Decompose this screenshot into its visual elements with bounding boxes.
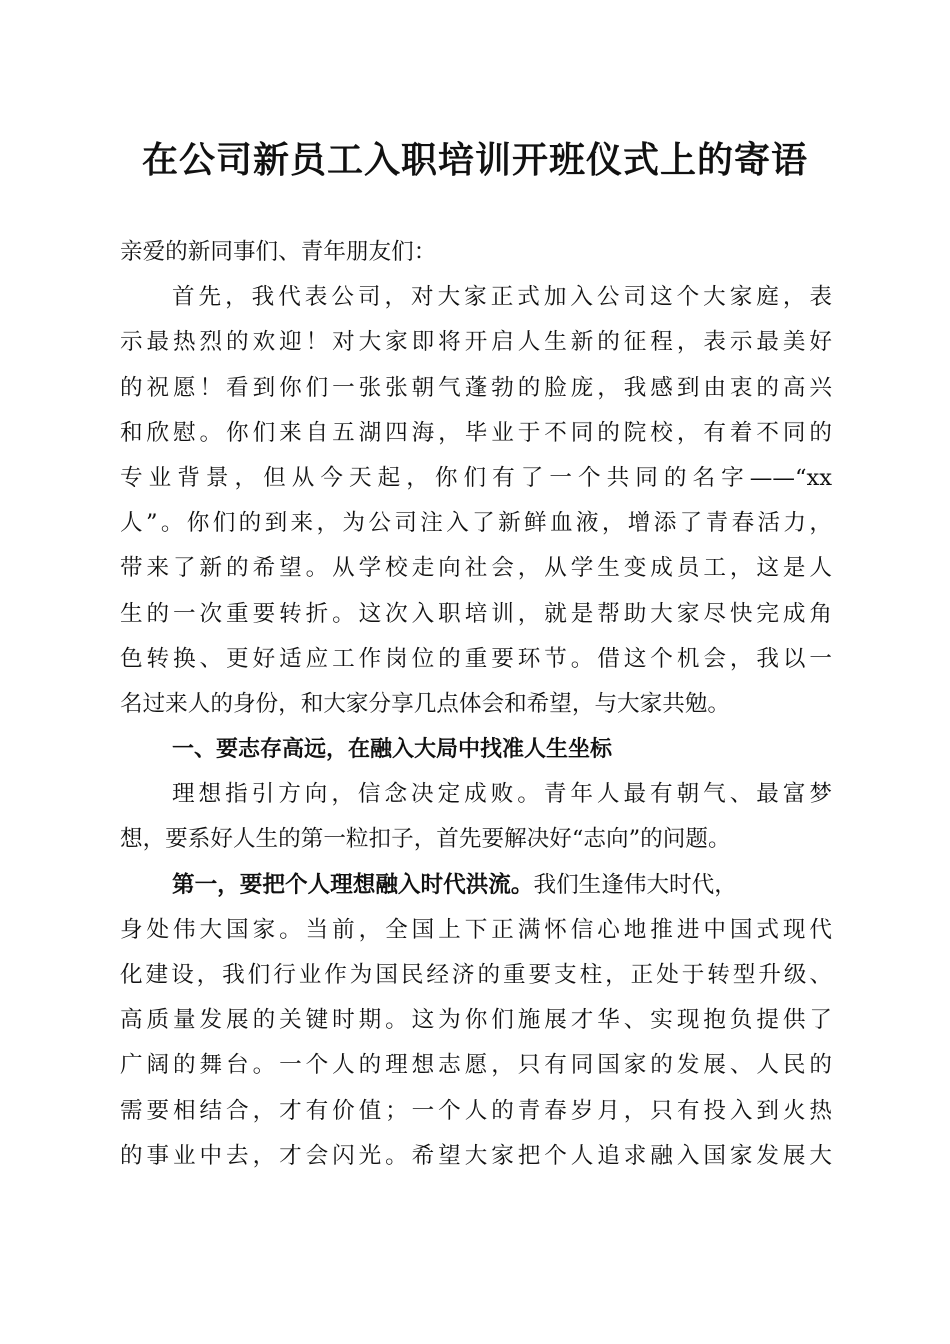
paragraph-3-line: 高质量发展的关键时期。这为你们施展才华、实现抱负提供了 <box>120 1007 832 1034</box>
paragraph-1-line: 人”。你们的到来，为公司注入了新鲜血液，增添了青春活力， <box>120 510 832 537</box>
paragraph-1-line: 名过来人的身份，和大家分享几点体会和希望，与大家共勉。 <box>120 690 731 717</box>
document-body <box>120 230 832 1179</box>
paragraph-3-line: 广阔的舞台。一个人的理想志愿，只有同国家的发展、人民的 <box>120 1052 832 1079</box>
paragraph-1-line: 首先，我代表公司，对大家正式加入公司这个大家庭，表 <box>172 284 832 311</box>
document-title: 在公司新员工入职培训开班仪式上的寄语 <box>141 139 808 181</box>
paragraph-3-line: 身处伟大国家。当前，全国上下正满怀信心地推进中国式现代 <box>120 916 832 943</box>
paragraph-2-line: 理想指引方向，信念决定成败。青年人最有朝气、最富梦 <box>172 781 832 808</box>
section-heading-1: 一、要志存高远，在融入大局中找准人生坐标 <box>172 737 613 763</box>
paragraph-1-line: 示最热烈的欢迎！对大家即将开启人生新的征程，表示最美好 <box>120 329 832 356</box>
paragraph-2-line: 想，要系好人生的第一粒扣子，首先要解决好“志向”的问题。 <box>120 826 731 853</box>
paragraph-3-first-rest: 我们生逢伟大时代， <box>533 871 737 898</box>
paragraph-3-line: 的事业中去，才会闪光。希望大家把个人追求融入国家发展大 <box>120 1142 832 1169</box>
paragraph-1-line: 色转换、更好适应工作岗位的重要环节。借这个机会，我以一 <box>120 645 832 672</box>
paragraph-3-line: 需要相结合，才有价值；一个人的青春岁月，只有投入到火热 <box>120 1097 832 1124</box>
paragraph-3-first-line <box>120 863 832 908</box>
paragraph-1-line: 生的一次重要转折。这次入职培训，就是帮助大家尽快完成角 <box>120 600 832 627</box>
paragraph-1-line: 带来了新的希望。从学校走向社会，从学生变成员工，这是人 <box>120 555 832 582</box>
paragraph-3-lead: 第一，要把个人理想融入时代洪流。 <box>172 871 534 898</box>
paragraph-1-line: 和欣慰。你们来自五湖四海，毕业于不同的院校，有着不同的 <box>120 419 832 446</box>
salutation: 亲爱的新同事们、青年朋友们： <box>120 239 437 265</box>
paragraph-1-line: 的祝愿！看到你们一张张朝气蓬勃的脸庞，我感到由衷的高兴 <box>120 374 832 401</box>
paragraph-3-line: 化建设，我们行业作为国民经济的重要支柱，正处于转型升级、 <box>120 962 832 988</box>
paragraph-1-line: 专业背景，但从今天起，你们有了一个共同的名字——“xx <box>120 464 832 491</box>
